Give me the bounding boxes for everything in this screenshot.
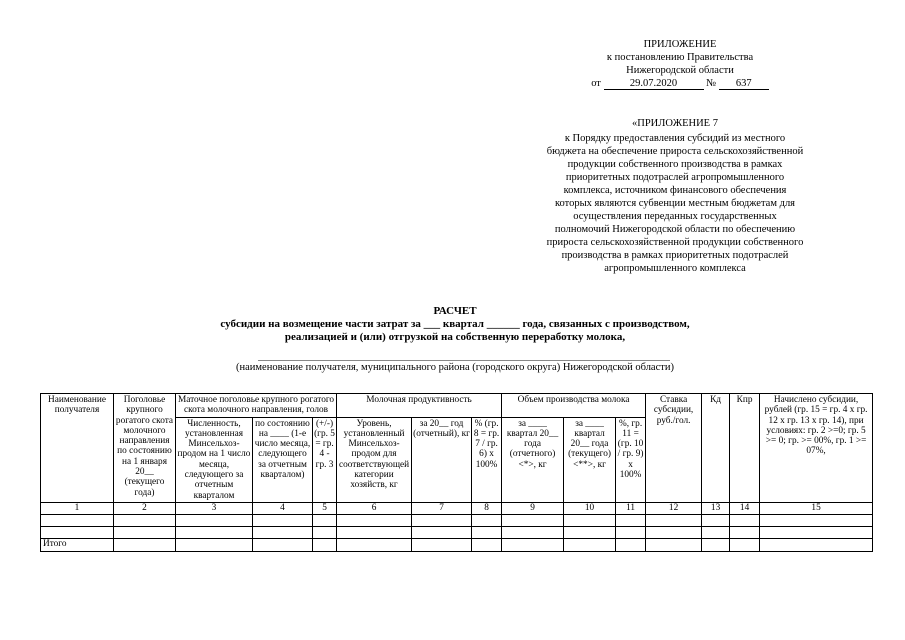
column-number: 11 — [616, 502, 646, 514]
column-number: 14 — [730, 502, 760, 514]
from-label: от — [591, 78, 601, 89]
column-number: 3 — [176, 502, 253, 514]
table-header-row — [41, 394, 873, 418]
procedure-line: производства в рамках приоритетных подотраслей — [561, 250, 789, 261]
total-label: Итого — [41, 538, 114, 551]
header-group-milk: Молочная продуктивность — [337, 394, 502, 418]
column-number: 13 — [702, 502, 730, 514]
total-row — [41, 538, 873, 551]
appendix-date-line — [560, 77, 800, 90]
column-number: 6 — [337, 502, 412, 514]
appendix-number: 637 — [719, 78, 769, 90]
procedure-line: комплекса, источником финансового обеспечения — [563, 185, 787, 196]
calculation-subtitle-line1: субсидии на возмещение части затрат за ___ квартал ______ года, связанных с производством, — [220, 318, 690, 330]
header-vol-report: за ____ квартал 20__ года (отчетного) <*>, кг — [502, 417, 564, 502]
header-recipient-name: Наименование получателя — [41, 394, 114, 503]
procedure-appendix-title: «ПРИЛОЖЕНИЕ 7 — [632, 118, 718, 129]
header-kpr: Кпр — [730, 394, 760, 503]
header-cows-avg: Численность, установленная Минсельхоз-продом на 1 число месяца, следующего за отчетным кварталом — [176, 417, 253, 502]
header-group-volume: Объем производства молока — [502, 394, 646, 418]
appendix-date: 29.07.2020 — [604, 78, 704, 90]
header-herd: Поголовье крупного рогатого скота молочного направления по состоянию на 1 января 20__ (текущего года) — [114, 394, 176, 503]
table-row — [41, 514, 873, 526]
column-number: 10 — [564, 502, 616, 514]
procedure-line: приоритетных подотраслей агропромышленного — [565, 172, 785, 183]
procedure-appendix-block — [510, 117, 840, 275]
procedure-line: прироста сельскохозяйственной продукции собственного — [546, 237, 804, 248]
column-number: 4 — [253, 502, 313, 514]
appendix-header — [560, 38, 800, 90]
header-milk-pct: % (гр. 8 = гр. 7 / гр. 6) x 100% — [472, 417, 502, 502]
procedure-line: продукции собственного производства в рамках — [567, 159, 783, 170]
table-row — [41, 526, 873, 538]
column-numbers-row — [41, 502, 873, 514]
appendix-line2: Нижегородской области — [626, 65, 734, 76]
appendix-line1: к постановлению Правительства — [606, 52, 754, 63]
calculation-title: РАСЧЕТ — [433, 305, 477, 317]
header-cows-state: по состоянию на ____ (1-е число месяца, следующего за отчетным кварталом) — [253, 417, 313, 502]
procedure-line: бюджета на обеспечение прироста сельскохозяйственной — [546, 146, 804, 157]
calculation-heading — [40, 305, 870, 344]
procedure-line: осуществления переданных государственных — [573, 211, 777, 222]
column-number: 7 — [412, 502, 472, 514]
header-kd: Кд — [702, 394, 730, 503]
header-vol-current: за ____ квартал 20__ года (текущего) <**>, кг — [564, 417, 616, 502]
recipient-underline — [258, 360, 670, 361]
procedure-line: полномочий Нижегородской области по обеспечению — [554, 224, 796, 235]
header-milk-level: Уровень, установленный Минсельхоз-продом для соответствующей категории хозяйств, кг — [337, 417, 412, 502]
header-cows-diff: (+/-) (гр. 5 = гр. 4 - гр. 3 — [313, 417, 337, 502]
procedure-line: агропромышленного комплекса — [604, 263, 746, 274]
header-milk-year: за 20__ год (отчетный), кг — [412, 417, 472, 502]
header-vol-pct: %, гр. 11 = (гр. 10 / гр. 9) x 100% — [616, 417, 646, 502]
calculation-subtitle-line2: реализацией и (или) отгрузкой на собственную переработку молока, — [284, 331, 626, 343]
column-number: 8 — [472, 502, 502, 514]
column-number: 2 — [114, 502, 176, 514]
column-number: 15 — [760, 502, 873, 514]
appendix-title: ПРИЛОЖЕНИЕ — [643, 39, 717, 50]
column-number: 5 — [313, 502, 337, 514]
column-number: 1 — [41, 502, 114, 514]
header-rate: Ставка субсидии, руб./гол. — [646, 394, 702, 503]
calculation-table — [40, 393, 873, 552]
recipient-note: (наименование получателя, муниципального района (городского округа) Нижегородской области) — [236, 362, 674, 373]
header-group-cows: Маточное поголовье крупного рогатого скота молочного направления, голов — [176, 394, 337, 418]
column-number: 12 — [646, 502, 702, 514]
column-number: 9 — [502, 502, 564, 514]
procedure-line: которых являются субвенции местным бюджетам для — [554, 198, 796, 209]
header-accrued: Начислено субсидии, рублей (гр. 15 = гр. 4 x гр. 12 x гр. 13 x гр. 14), при условиях: гр. 2 >=0; гр. 5 >= 0; гр. >= 00%, гр. 1 >= 07%, — [760, 394, 873, 503]
number-label: № — [706, 78, 717, 89]
procedure-line: к Порядку предоставления субсидий из местного — [564, 133, 786, 144]
